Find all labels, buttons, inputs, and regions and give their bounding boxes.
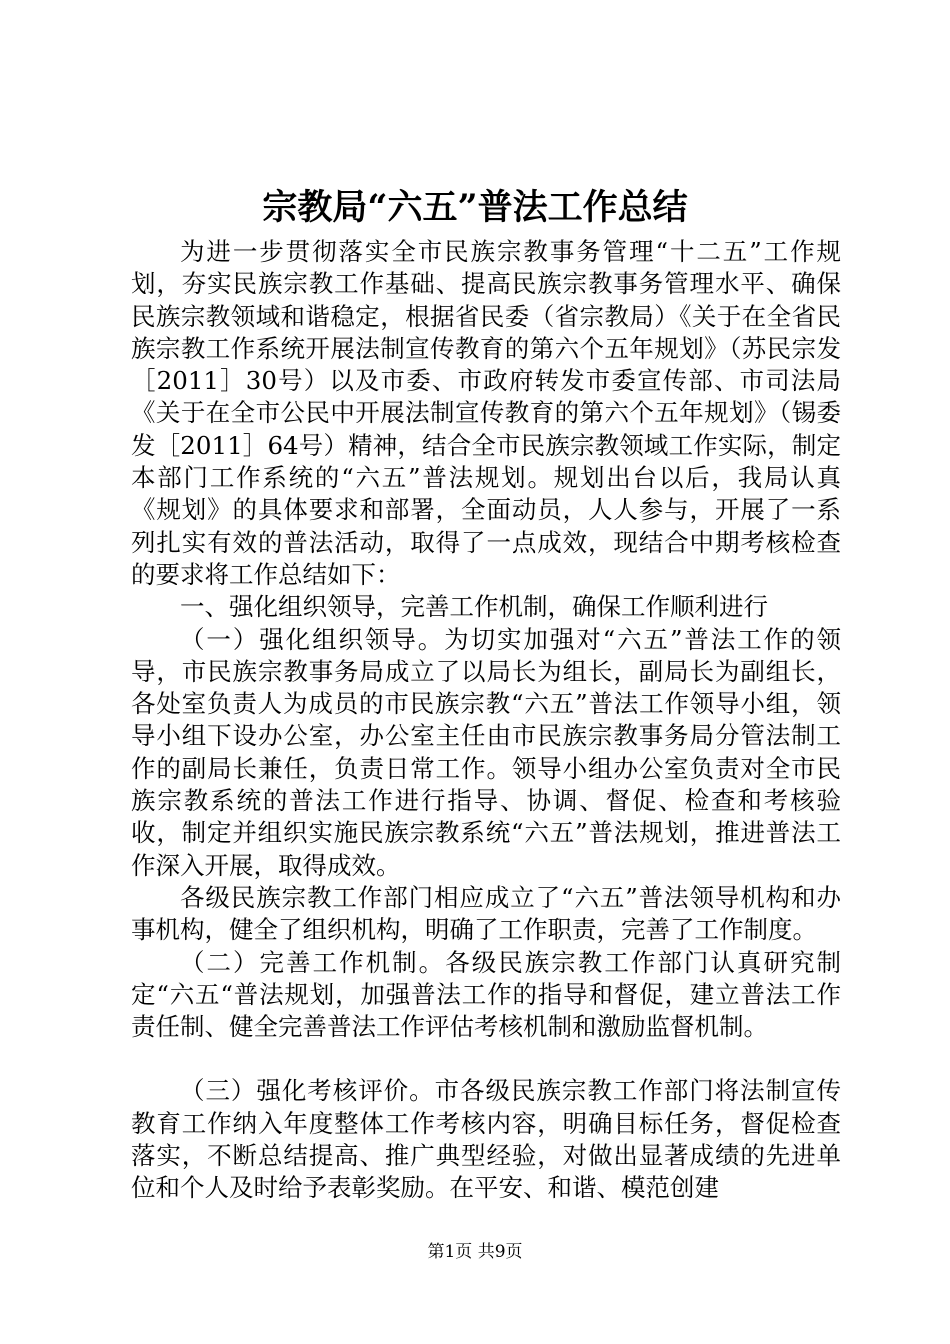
paragraph-organization-leadership: （一）强化组织领导。为切实加强对“六五”普法工作的领导，市民族宗教事务局成立了以局长为组长，副局长为副组长，各处室负责人为成员的市民族宗教“六五”普法工作领导小组，领导小组下设办公室，办公室主任由市民族宗教事务局分管法制工作的副局长兼任，负责日常工作。领导小组办公室负责对全市民族宗教系统的普法工作进行指导、协调、督促、检查和考核验收，制定并组织实施民族宗教系统“六五”普法规划，推进普法工作深入开展，取得成效。 (131, 624, 841, 880)
paragraph-work-mechanism: （二）完善工作机制。各级民族宗教工作部门认真研究制定“六五“普法规划，加强普法工作的指导和督促，建立普法工作责任制、健全完善普法工作评估考核机制和激励监督机制。 (131, 947, 841, 1042)
page-number-footer: 第1页 共9页 (427, 1242, 523, 1262)
paragraph-intro: 为进一步贯彻落实全市民族宗教事务管理“十二五”工作规划，夯实民族宗教工作基础、提高民族宗教事务管理水平、确保民族宗教领域和谐稳定，根据省民委（省宗教局）《关于在全省民族宗教工作系统开展法制宣传教育的第六个五年规划》（苏民宗发［2011］30号）以及市委、市政府转发市委宣传部、市司法局《关于在全市公民中开展法制宣传教育的第六个五年规划》（锡委发［2011］64号）精神，结合全市民族宗教领域工作实际，制定本部门工作系统的“六五”普法规划。规划出台以后，我局认真《规划》的具体要求和部署，全面动员，人人参与，开展了一系列扎实有效的普法活动，取得了一点成效，现结合中期考核检查的要求将工作总结如下： (131, 237, 841, 589)
document-title: 宗教局“六五”普法工作总结 (262, 187, 688, 228)
section-heading-1: 一、强化组织领导，完善工作机制，确保工作顺利进行 (180, 592, 768, 622)
paragraph-assessment: （三）强化考核评价。市各级民族宗教工作部门将法制宣传教育工作纳入年度整体工作考核内容，明确目标任务，督促检查落实，不断总结提高、推广典型经验，对做出显著成绩的先进单位和个人及时给予表彰奖励。在平安、和谐、模范创建 (131, 1076, 841, 1203)
document-body (131, 236, 841, 1205)
paragraph-local-departments: 各级民族宗教工作部门相应成立了“六五”普法领导机构和办事机构，健全了组织机构，明确了工作职责，完善了工作制度。 (131, 882, 841, 945)
